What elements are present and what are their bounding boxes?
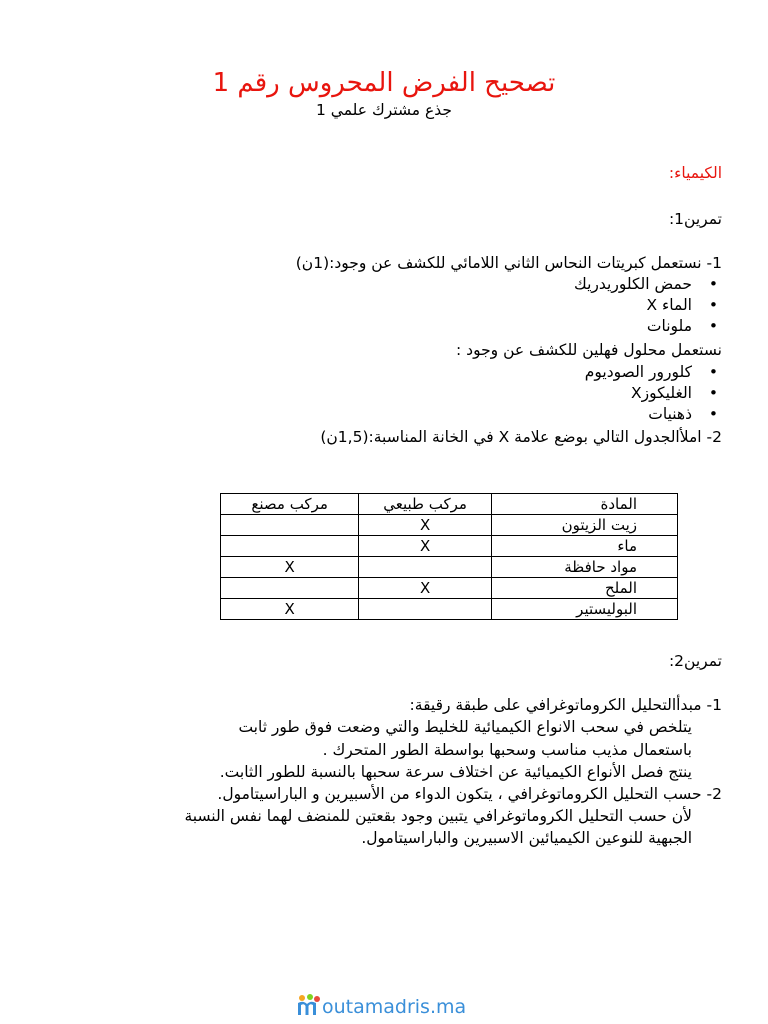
exercise2-q1-line: باستعمال مذيب مناسب وسحبها بواسطة الطور المتحرك . [322,741,692,759]
logo-text: outamadris.ma [322,996,467,1018]
table-cell: X [359,515,492,536]
logo-m-icon [296,994,322,1021]
table-cell [221,578,359,599]
page-title: تصحيح الفرض المحروس رقم 1 [212,68,556,98]
table-header: المادة [491,494,677,515]
exercise1-heading: تمرين1: [668,210,722,228]
substances-table [220,493,678,620]
table-cell [221,536,359,557]
table-row [221,536,678,557]
list-item: • ملونات [574,316,722,337]
table-cell: ماء [491,536,677,557]
list-item: • حمض الكلوريدريك [574,274,722,295]
exercise1-question1: 1- نستعمل كبريتات النحاس الثاني اللامائي للكشف عن وجود:(1ن) [295,254,722,272]
table-cell: مواد حافظة [491,557,677,578]
table-cell: الملح [491,578,677,599]
exercise1-q1-list [574,274,722,337]
table-header: مركب مصنع [221,494,359,515]
table-header-row [221,494,678,515]
section-heading-chemistry: الكيمياء: [668,164,722,182]
table-cell: X [221,557,359,578]
page-subtitle: جذع مشترك علمي 1 [315,101,453,119]
table-header: مركب طبيعي [359,494,492,515]
table-cell: X [359,578,492,599]
table-cell: زيت الزيتون [491,515,677,536]
table-cell: البوليستير [491,599,677,620]
table-row [221,557,678,578]
list-item: • الغليكوزX [585,383,722,404]
exercise2-heading: تمرين2: [668,652,722,670]
list-item: • الماء X [574,295,722,316]
moutamadris-logo [296,994,466,1021]
table-row [221,578,678,599]
exercise2-q1-line: ينتج فصل الأنواع الكيميائية عن اختلاف سرعة سحبها بالنسبة للطور الثابت. [219,763,692,781]
table-cell [221,515,359,536]
table-cell [359,557,492,578]
exercise2-q2-line: الجبهية للنوعين الكيميائين الاسبيرين والباراسيتامول. [361,829,692,847]
table-cell: X [359,536,492,557]
list-item: • ذهنيات [585,404,722,425]
table-cell: X [221,599,359,620]
exercise1-q1b-list [585,362,722,425]
table-row [221,599,678,620]
table-cell [359,599,492,620]
exercise2-question2: 2- حسب التحليل الكروماتوغرافي ، يتكون الدواء من الأسبيرين و الباراسيتامول. [217,785,722,803]
list-item: • كلورور الصوديوم [585,362,722,383]
exercise1-question2: 2- املأالجدول التالي بوضع علامة X في الخانة المناسبة:(1,5ن) [320,428,722,446]
table-row [221,515,678,536]
exercise2-question1: 1- مبدأالتحليل الكروماتوغرافي على طبقة رقيقة: [409,696,722,714]
exercise1-question1b: نستعمل محلول فهلين للكشف عن وجود : [456,341,722,359]
exercise2-q1-line: يتلخص في سحب الانواع الكيميائية للخليط والتي وضعت فوق طور ثابت [238,718,692,736]
exercise2-q2-line: لأن حسب التحليل الكروماتوغرافي يتبين وجود بقعتين للمنضف لهما نفس النسبة [184,807,692,825]
